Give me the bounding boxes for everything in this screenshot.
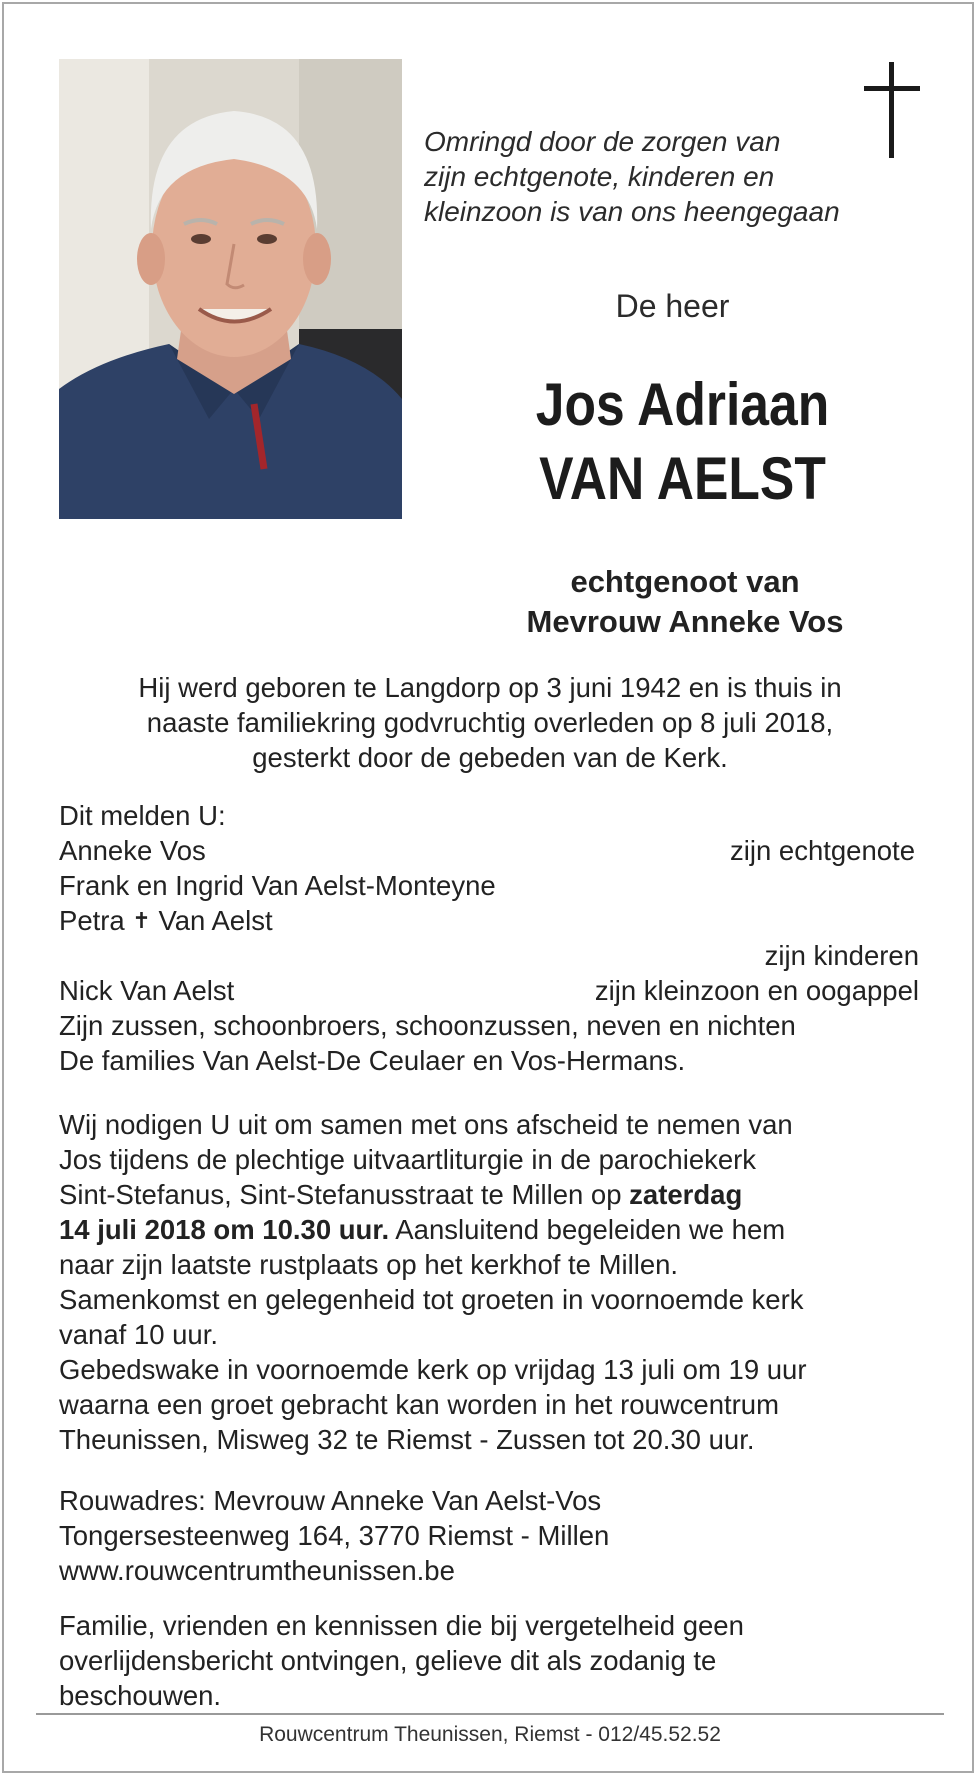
announcer-row	[59, 903, 919, 938]
birth-death-text	[40, 670, 940, 775]
intro-text	[424, 124, 944, 229]
funeral-date-time: 14 juli 2018 om 10.30 uur.	[59, 1214, 390, 1245]
deceased-name	[487, 368, 878, 516]
closing-line: overlijdensbericht ontvingen, gelieve dit als zodanig te	[59, 1645, 717, 1676]
grandson-name: Nick Van Aelst	[59, 975, 235, 1006]
closing-text	[59, 1608, 919, 1713]
closing-line: Familie, vrienden en kennissen die bij vergetelheid geen	[59, 1610, 744, 1641]
birth-death-line: gesterkt door de gebeden van de Kerk.	[252, 742, 728, 773]
wife-role: zijn echtgenote	[730, 835, 915, 866]
address-line-2: Tongersesteenweg 164, 3770 Riemst - Millen	[59, 1520, 610, 1551]
intro-line: Omringd door de zorgen van	[424, 126, 781, 157]
spouse-line-2: Mevrouw Anneke Vos	[526, 604, 844, 639]
grandson-role: zijn kleinzoon en oogappel	[594, 975, 919, 1006]
birth-death-line: Hij werd geboren te Langdorp op 3 juni 1942 en is thuis in	[138, 672, 842, 703]
children-role: zijn kinderen	[764, 940, 919, 971]
funeral-line	[59, 1212, 919, 1247]
funeral-line: naar zijn laatste rustplaats op het kerkhof te Millen.	[59, 1249, 679, 1280]
announcer-row	[59, 973, 919, 1008]
announcers-heading: Dit melden U:	[59, 800, 226, 831]
child-1: Frank en Ingrid Van Aelst-Monteyne	[59, 870, 496, 901]
intro-line: kleinzoon is van ons heengegaan	[424, 196, 840, 227]
funeral-line	[59, 1177, 919, 1212]
funeral-day: zaterdag	[629, 1179, 743, 1210]
funeral-line: Jos tijdens de plechtige uitvaartliturgie in de parochiekerk	[59, 1144, 757, 1175]
siblings: Zijn zussen, schoonbroers, schoonzussen, neven en nichten	[59, 1010, 796, 1041]
funeral-line: vanaf 10 uur.	[59, 1319, 219, 1350]
footer-divider	[36, 1713, 944, 1715]
small-cross-icon: ✝	[132, 908, 151, 933]
address-text	[59, 1483, 919, 1588]
address-line-1: Rouwadres: Mevrouw Anneke Van Aelst-Vos	[59, 1485, 602, 1516]
deceased-surname: VAN AELST	[539, 445, 826, 512]
funeral-line-text: Aansluitend begeleiden we hem	[389, 1214, 786, 1245]
funeral-line: Gebedswake in voornoemde kerk op vrijdag 13 juli om 19 uur	[59, 1354, 807, 1385]
spouse-text	[500, 562, 870, 642]
announcer-row	[59, 833, 919, 868]
funeral-line: Samenkomst en gelegenheid tot groeten in voornoemde kerk	[59, 1284, 804, 1315]
funeral-line-text: Sint-Stefanus, Sint-Stefanusstraat te Millen op	[59, 1179, 630, 1210]
announcer-row	[59, 938, 919, 973]
website-link[interactable]: www.rouwcentrumtheunissen.be	[59, 1555, 455, 1586]
child-2-last: Van Aelst	[158, 905, 273, 936]
child-2-first: Petra	[59, 905, 125, 936]
funeral-line: Wij nodigen U uit om samen met ons afscheid te nemen van	[59, 1109, 793, 1140]
portrait-photo	[59, 59, 402, 519]
wife-name: Anneke Vos	[59, 835, 206, 866]
deceased-first-names: Jos Adriaan	[535, 371, 830, 438]
salutation: De heer	[615, 288, 730, 324]
birth-death-line: naaste familiekring godvruchtig overleden op 8 juli 2018,	[146, 707, 834, 738]
announcers-list	[59, 798, 919, 1078]
footer-text: Rouwcentrum Theunissen, Riemst - 012/45.52.52	[259, 1723, 721, 1746]
funeral-line: waarna een groet gebracht kan worden in het rouwcentrum	[59, 1389, 780, 1420]
closing-line: beschouwen.	[59, 1680, 222, 1711]
funeral-text	[59, 1107, 919, 1457]
families: De families Van Aelst-De Ceulaer en Vos-Hermans.	[59, 1045, 686, 1076]
funeral-line: Theunissen, Misweg 32 te Riemst - Zussen tot 20.30 uur.	[59, 1424, 755, 1455]
intro-line: zijn echtgenote, kinderen en	[424, 161, 775, 192]
spouse-line-1: echtgenoot van	[570, 564, 800, 599]
